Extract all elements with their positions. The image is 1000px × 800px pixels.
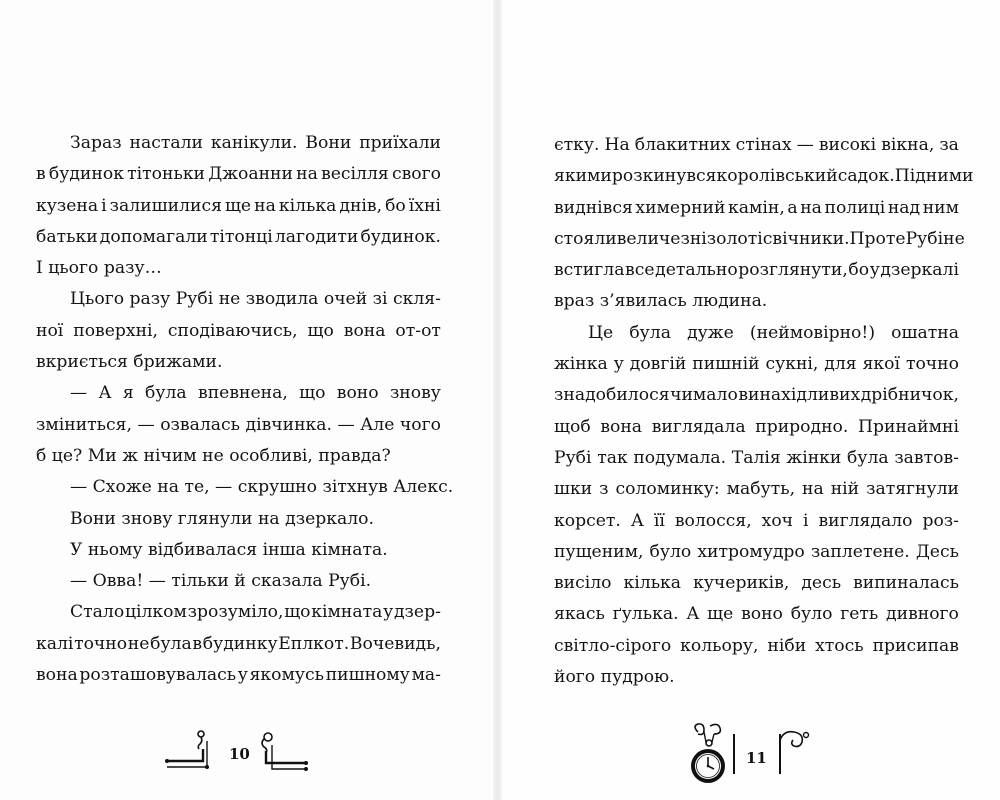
paragraph-line: Рубі так подумала. Талія жінки була завтов-	[554, 447, 959, 468]
paragraph-line: стояли величезні золоті свічники. Проте Рубі не	[554, 228, 965, 249]
paragraph-line: єтку. На блакитних стінах — високі вікна, за	[554, 135, 959, 155]
paragraph-line: кузена і залишилися ще на кілька днів, бо їхні	[36, 195, 441, 216]
paragraph-line: калі точно не була в будинку Еплкот. Вочевидь,	[36, 633, 441, 654]
paragraph-line: Зараз настали канікули. Вони приїхали	[70, 133, 441, 153]
paragraph-line: Це була дуже (неймовірно!) ошатна	[588, 322, 959, 343]
paragraph-line: висіло кілька кучериків, десь випиналась	[554, 573, 959, 594]
paragraph-line: щоб вона виглядала природно. Принаймні	[554, 416, 959, 437]
paragraph-line: Стало цілком зрозуміло, що кімната у дзер-	[70, 602, 441, 623]
left-footer-ornament-left-icon	[163, 727, 223, 775]
paragraph-line: шки з соломинку: мабуть, на ній затягнули	[554, 479, 959, 500]
paragraph-line: світло-сірого кольору, ніби хтось присипав	[554, 635, 959, 656]
paragraph-line: батьки допомагали тітонці лагодити будинок.	[36, 226, 441, 247]
paragraph-line: якась ґулька. А ще воно було геть дивного	[554, 604, 959, 625]
paragraph-line: У ньому відбивалася інша кімната.	[70, 539, 388, 560]
paragraph-line: вкриється брижами.	[36, 352, 223, 373]
pocket-watch-icon	[684, 722, 732, 786]
paragraph-line: якими розкинувся королівський садок. Під ними	[554, 166, 974, 187]
paragraph-line: жінка у довгій пишній сукні, для якої точно	[554, 354, 959, 375]
paragraph-line: Цього разу Рубі не зводила очей зі скля-	[70, 289, 441, 310]
paragraph-line: — Овва! — тільки й сказала Рубі.	[70, 571, 372, 592]
left-page-text	[36, 128, 454, 691]
paragraph-line: Вони знову глянули на дзеркало.	[70, 508, 374, 529]
paragraph-line: вона розташовувалась у якомусь пишному ма-	[36, 665, 441, 686]
paragraph-line: І цього разу…	[36, 258, 162, 279]
paragraph-line: б це? Ми ж нічим не особливі, правда?	[36, 445, 391, 466]
paragraph-line: ної поверхні, сподіваючись, що вона от-от	[36, 320, 441, 341]
right-page-text	[554, 130, 974, 693]
paragraph-line: — А я була впевнена, що воно знову	[70, 383, 441, 404]
paragraph-line: в будинок тітоньки Джоанни на весілля свого	[36, 164, 441, 185]
page-number: 11	[746, 749, 767, 767]
paragraph-line: його пудрою.	[554, 667, 675, 688]
paragraph-line: зміниться, — озвалась дівчинка. — Але чого	[36, 414, 441, 435]
paragraph-line: знадобилося чимало винахідливих дрібничок,	[554, 385, 959, 406]
paragraph-line: виднівся химерний камін, а на полиці над ним	[554, 197, 959, 218]
paragraph-line: встигла все детально розглянути, бо у дзеркалі	[554, 260, 959, 281]
right-footer-flourish-icon	[770, 726, 814, 776]
book-gutter	[493, 0, 502, 800]
paragraph-line: пущеним, було хитромудро заплетене. Десь	[554, 541, 959, 562]
left-footer-ornament-right-icon	[254, 727, 314, 775]
paragraph-line: враз з’явилась людина.	[554, 291, 768, 312]
page-number: 10	[229, 745, 250, 763]
paragraph-line: корсет. А її волосся, хоч і виглядало роз-	[554, 510, 959, 531]
right-footer-divider-icon	[730, 734, 738, 774]
paragraph-line: — Схоже на те, — скрушно зітхнув Алекс.	[70, 477, 454, 498]
